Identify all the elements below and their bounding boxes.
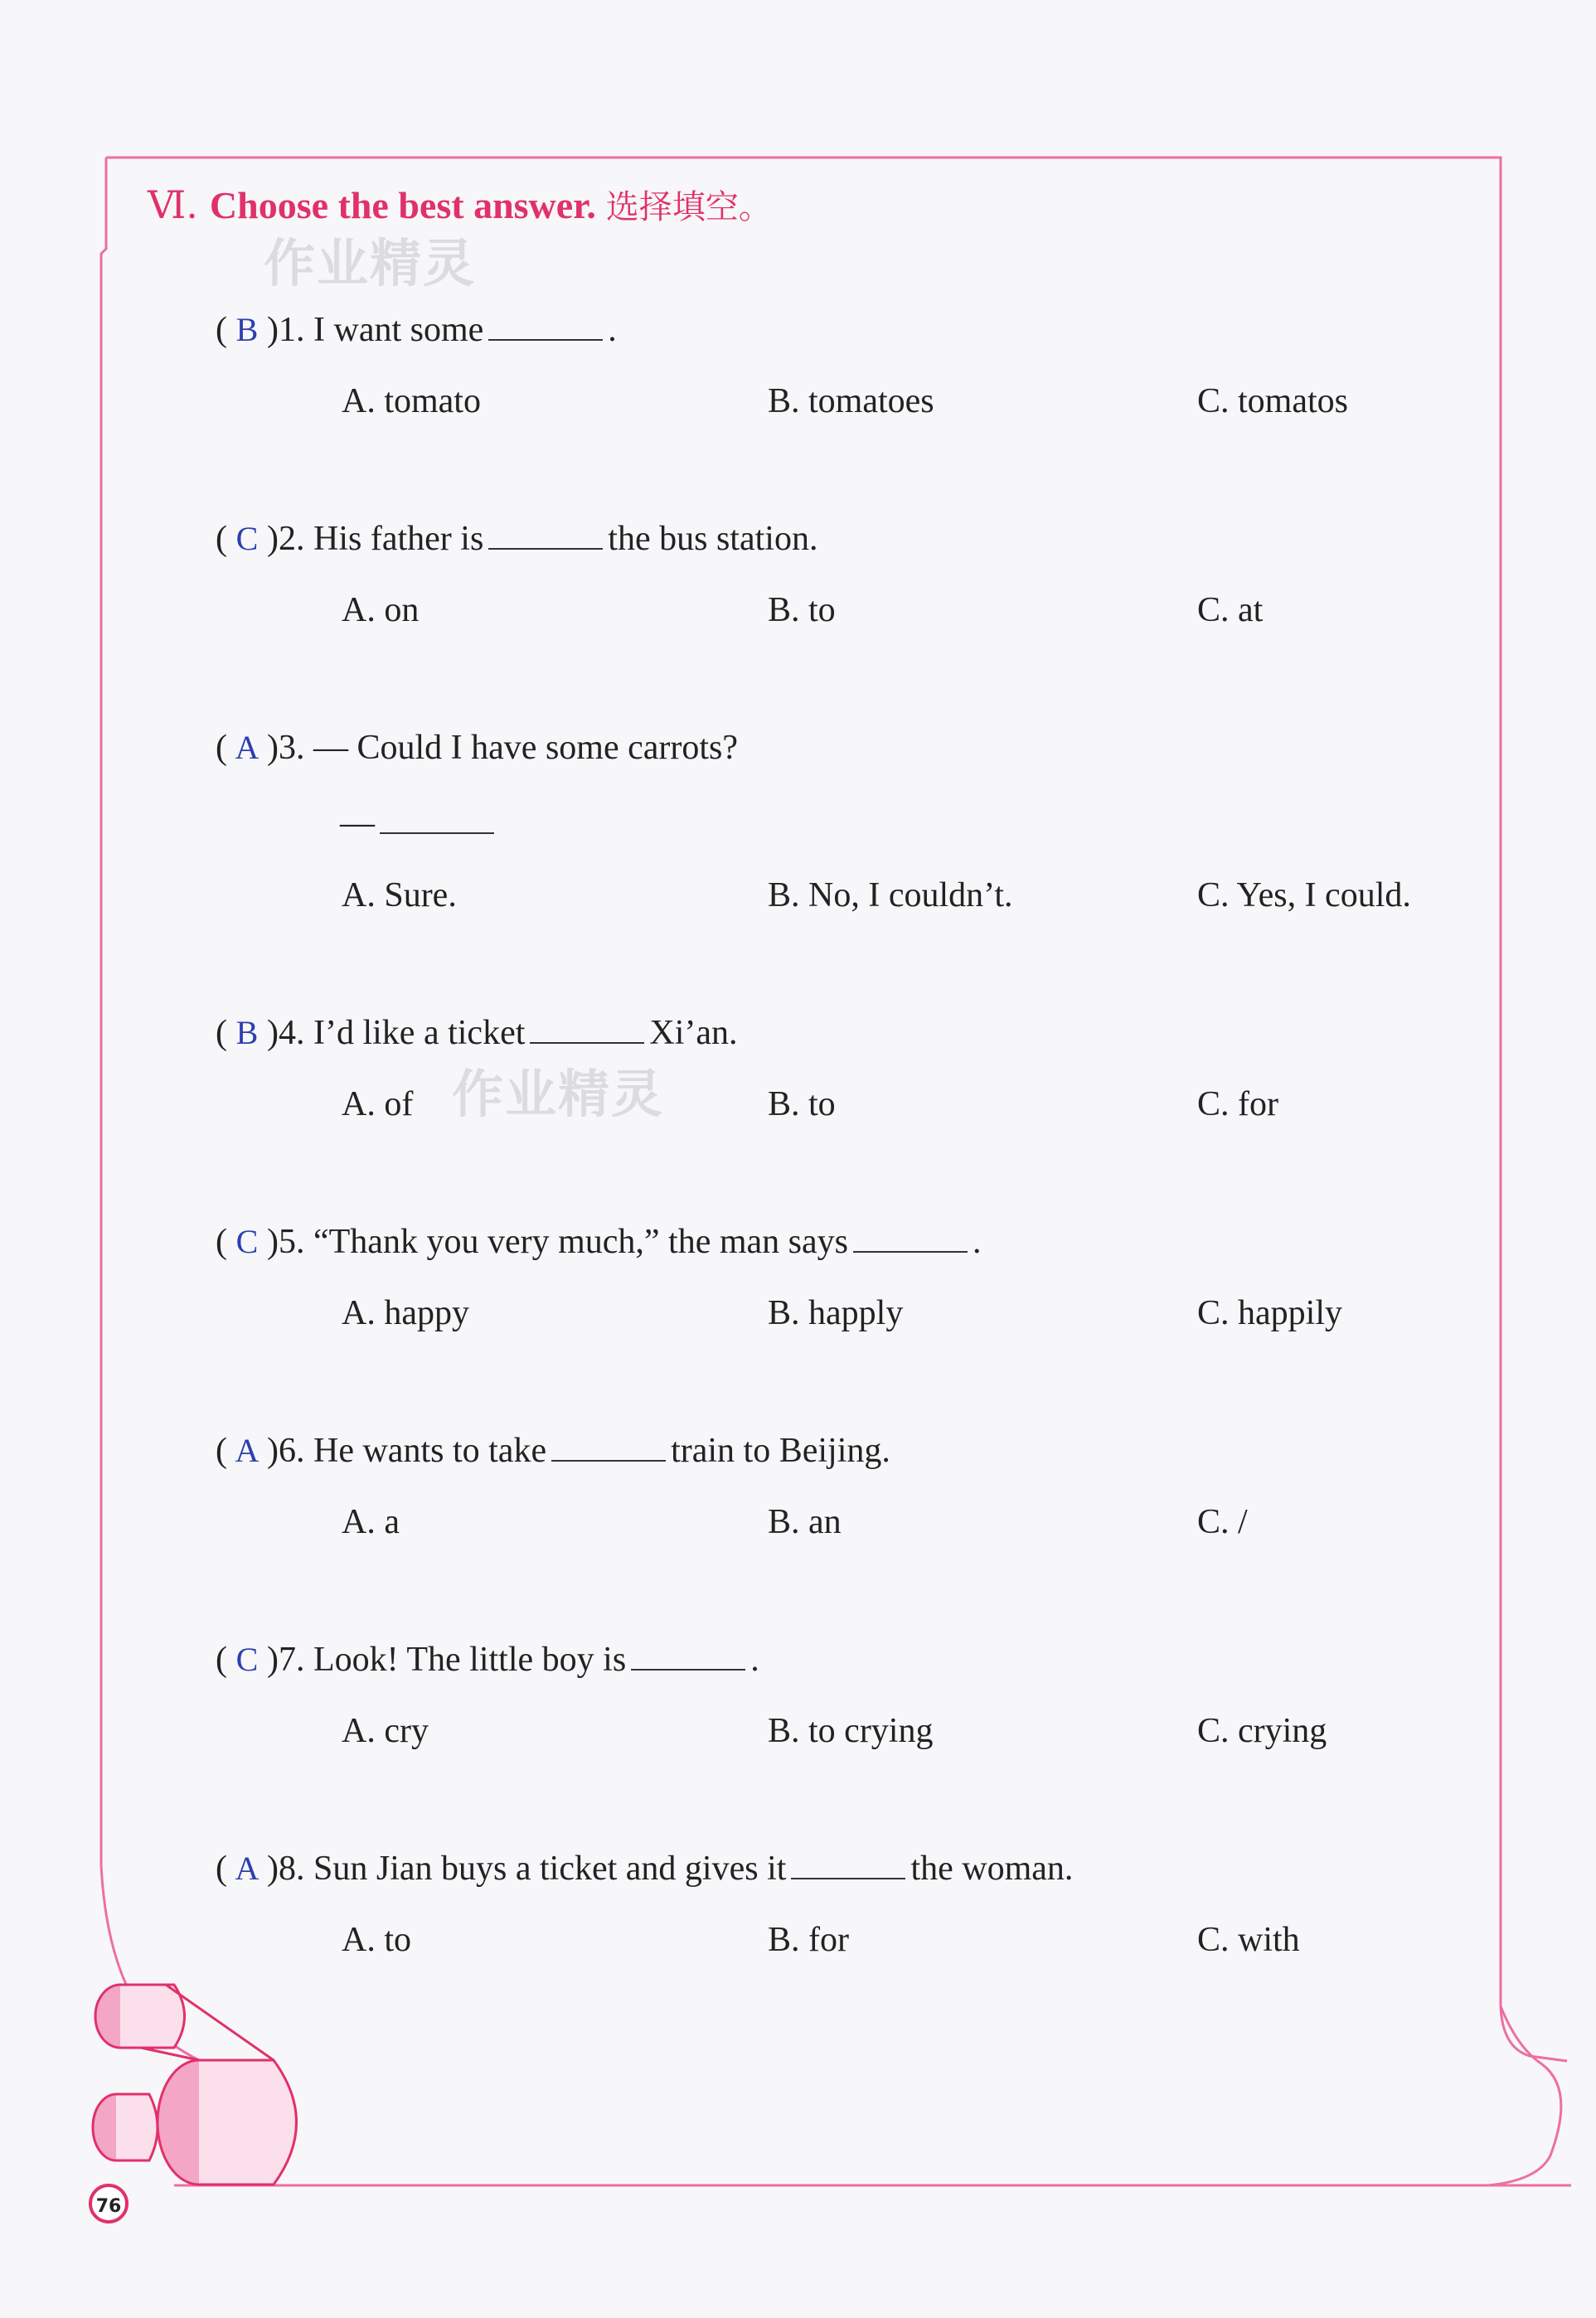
- question-5: [216, 1217, 1459, 1332]
- option-b[interactable]: B. happly: [768, 1294, 904, 1332]
- question-text-end: .: [750, 1641, 759, 1679]
- question-6: [216, 1426, 1459, 1541]
- question-reply-line: [340, 799, 499, 849]
- answer-blank[interactable]: [853, 1218, 968, 1253]
- option-b[interactable]: B. No, I couldn’t.: [768, 876, 1013, 914]
- answer-blank[interactable]: [380, 799, 494, 834]
- options-row: [342, 875, 1502, 925]
- question-text: Sun Jian buys a ticket and gives it: [313, 1850, 787, 1888]
- option-a[interactable]: A. a: [342, 1503, 400, 1541]
- option-b[interactable]: B. to: [768, 591, 836, 629]
- question-number: 5.: [279, 1223, 305, 1261]
- option-a[interactable]: A. of: [342, 1085, 414, 1123]
- question-stem: ( C )7. Look! The little boy is .: [216, 1635, 1459, 1685]
- question-2: [216, 514, 1459, 629]
- reply-dash: —: [340, 804, 375, 842]
- question-number: 4.: [279, 1014, 305, 1052]
- option-a[interactable]: A. Sure.: [342, 876, 457, 914]
- option-c[interactable]: C. tomatos: [1197, 382, 1349, 420]
- question-1: [216, 305, 1459, 420]
- answer-mark: B: [235, 311, 259, 348]
- question-3: [216, 723, 1459, 914]
- answer-blank[interactable]: [631, 1636, 745, 1671]
- question-stem: ( C )5. “Thank you very much,” the man says .: [216, 1217, 1459, 1267]
- question-number: 7.: [279, 1641, 305, 1679]
- options-row: [342, 1293, 1502, 1343]
- question-text-end: the bus station.: [608, 520, 818, 558]
- watermark: 作业精灵: [264, 233, 477, 293]
- question-text: I want some: [313, 311, 484, 349]
- option-a[interactable]: A. happy: [342, 1294, 469, 1332]
- question-text: I’d like a ticket: [313, 1014, 526, 1052]
- question-stem: ( A )6. He wants to take train to Beijing.: [216, 1426, 1459, 1476]
- question-number: 8.: [279, 1850, 305, 1888]
- question-text: — Could I have some carrots?: [313, 729, 739, 767]
- options-row: [342, 1084, 1502, 1134]
- option-b[interactable]: B. to crying: [768, 1712, 934, 1750]
- answer-mark: A: [235, 1432, 260, 1469]
- option-a[interactable]: A. on: [342, 591, 420, 629]
- question-stem: ( B )4. I’d like a ticket Xi’an.: [216, 1008, 1459, 1058]
- answer-blank[interactable]: [551, 1427, 666, 1462]
- page-number-badge: 76: [89, 2184, 129, 2223]
- option-c[interactable]: C. /: [1197, 1503, 1248, 1541]
- section-heading: [148, 181, 772, 228]
- question-stem: ( A )3. — Could I have some carrots?: [216, 723, 1459, 773]
- option-c[interactable]: C. at: [1197, 591, 1264, 629]
- answer-mark: C: [235, 520, 259, 557]
- question-number: 2.: [279, 520, 305, 558]
- options-row: [342, 381, 1502, 431]
- options-row: [342, 1502, 1502, 1552]
- option-c[interactable]: C. crying: [1197, 1712, 1327, 1750]
- answer-mark: A: [235, 729, 260, 766]
- question-text-end: Xi’an.: [649, 1014, 738, 1052]
- answer-mark: B: [235, 1014, 259, 1051]
- option-b[interactable]: B. for: [768, 1921, 849, 1959]
- section-roman-numeral: Ⅵ.: [148, 182, 198, 227]
- options-row: [342, 590, 1502, 640]
- option-c[interactable]: C. for: [1197, 1085, 1278, 1123]
- question-number: 3.: [279, 729, 305, 767]
- answer-blank[interactable]: [488, 515, 603, 550]
- question-7: [216, 1635, 1459, 1750]
- question-text: Look! The little boy is: [313, 1641, 627, 1679]
- section-title-zh: 选择填空。: [605, 188, 772, 226]
- option-a[interactable]: A. cry: [342, 1712, 429, 1750]
- option-b[interactable]: B. to: [768, 1085, 836, 1123]
- option-b[interactable]: B. an: [768, 1503, 842, 1541]
- question-text-end: the woman.: [910, 1850, 1074, 1888]
- option-b[interactable]: B. tomatoes: [768, 382, 934, 420]
- section-title-en: Choose the best answer.: [209, 184, 596, 226]
- question-8: [216, 1844, 1459, 1959]
- answer-blank[interactable]: [791, 1845, 905, 1879]
- question-text: “Thank you very much,” the man says: [313, 1223, 848, 1261]
- question-stem: ( A )8. Sun Jian buys a ticket and gives it the woman.: [216, 1844, 1459, 1894]
- question-text: His father is: [313, 520, 484, 558]
- option-c[interactable]: C. Yes, I could.: [1197, 876, 1411, 914]
- answer-blank[interactable]: [530, 1009, 644, 1044]
- options-row: [342, 1920, 1502, 1970]
- question-number: 1.: [279, 311, 305, 349]
- question-text-end: train to Beijing.: [671, 1432, 890, 1470]
- question-text-end: .: [608, 311, 617, 349]
- question-number: 6.: [279, 1432, 305, 1470]
- question-text: He wants to take: [313, 1432, 547, 1470]
- option-c[interactable]: C. with: [1197, 1921, 1300, 1959]
- option-a[interactable]: A. tomato: [342, 382, 481, 420]
- watermark: 作业精灵: [452, 1064, 665, 1124]
- answer-blank[interactable]: [488, 306, 603, 341]
- question-stem: ( B )1. I want some .: [216, 305, 1459, 355]
- option-a[interactable]: A. to: [342, 1921, 411, 1959]
- question-text-end: .: [972, 1223, 982, 1261]
- question-stem: ( C )2. His father is the bus station.: [216, 514, 1459, 564]
- answer-mark: C: [235, 1223, 259, 1260]
- answer-mark: C: [235, 1641, 259, 1678]
- options-row: [342, 1711, 1502, 1761]
- answer-mark: A: [235, 1850, 260, 1887]
- option-c[interactable]: C. happily: [1197, 1294, 1342, 1332]
